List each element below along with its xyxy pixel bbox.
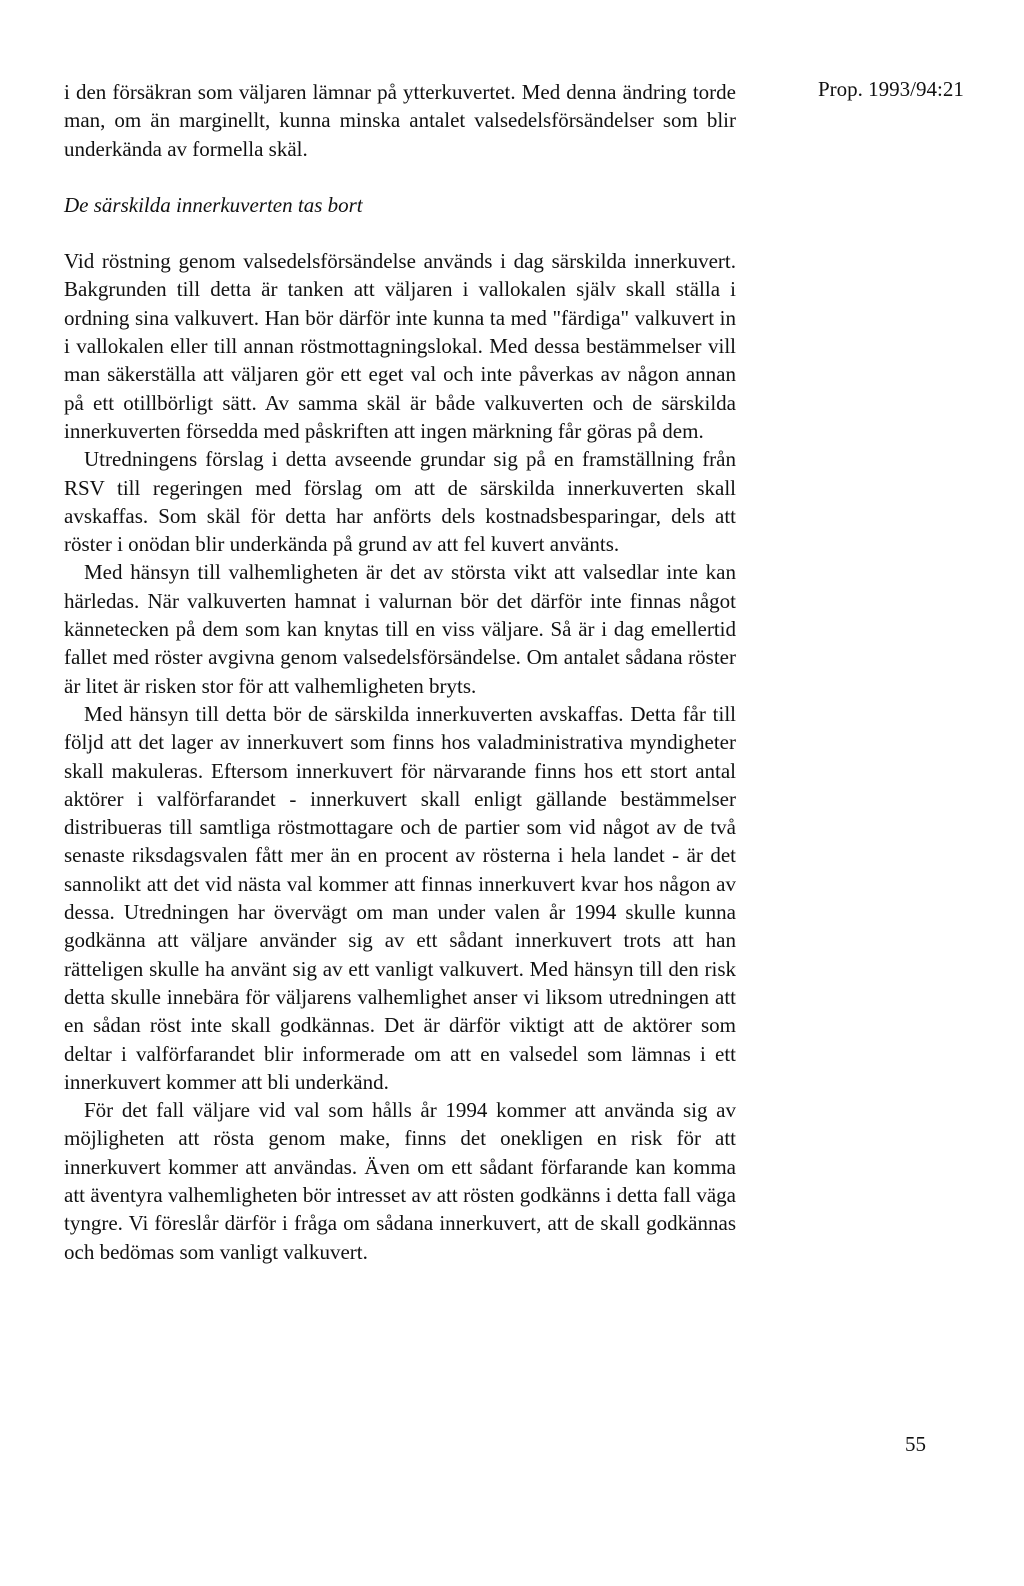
paragraph-1: Vid röstning genom valsedelsförsändelse används i dag särskilda innerkuvert. Bakgrunden till detta är tanken att väljaren i vallokalen själv skall ställa i ordning sina valkuvert. Han bör därför inte kunna ta med "färdiga" valkuvert in i vallokalen eller till annan röstmottagningslokal. Med dessa bestämmelser vill man säkerställa att väljaren gör ett eget val och inte påverkas av någon annan på ett otillbörligt sätt. Av samma skäl är både valkuverten och de särskilda innerkuverten försedda med påskriften att ingen märkning får göras på dem. <box>64 249 736 443</box>
paragraph-3: Med hänsyn till valhemligheten är det av största vikt att valsedlar inte kan härledas. När valkuverten hamnat i valurnan bör det därför inte finnas något kännetecken på dem som kan knytas till en viss väljare. Så är i dag emellertid fallet med röster avgivna genom valsedelsförsändelse. Om antalet sådana röster är litet är risken stor för att valhemligheten bryts. <box>64 560 736 698</box>
paragraph-2: Utredningens förslag i detta avseende grundar sig på en framställning från RSV till regeringen med förslag om att de särskilda innerkuverten skall avskaffas. Som skäl för detta har anförts dels kostnadsbesparingar, dels att röster i onödan blir underkända på grund av att fel kuvert använts. <box>64 447 736 557</box>
paragraph-4: Med hänsyn till detta bör de särskilda innerkuverten avskaffas. Detta får till följd att det lager av innerkuvert som finns hos valadministrativa myndigheter skall makuleras. Eftersom innerkuvert för närvarande finns hos ett stort antal aktörer i valförfarandet - innerkuvert skall enligt gällande bestämmelser distribueras till samtliga röstmottagare och de partier som vid något av de två senaste riksdagsvalen fått mer än en procent av rösterna i hela landet - är det sannolikt att det vid nästa val kommer att finnas innerkuvert kvar hos någon av dessa. Utredningen har övervägt om man under valen år 1994 skulle kunna godkänna att väljare använder sig av ett sådant innerkuvert trots att han rätteligen skulle ha använt sig av ett vanligt valkuvert. Med hänsyn till den risk detta skulle innebära för väljarens valhemlighet anser vi liksom utredningen att en sådan röst inte skall godkännas. Det är därför viktigt att de aktörer som deltar i valförfarandet blir informerade om att en valsedel som lämnas i ett innerkuvert kommer att bli underkänd. <box>64 701 736 1094</box>
text-column <box>64 78 736 1266</box>
proposition-reference: Prop. 1993/94:21 <box>818 77 964 101</box>
intro-paragraph: i den försäkran som väljaren lämnar på ytterkuvertet. Med denna ändring torde man, om än marginellt, kunna minska antalet valsedelsförsändelser som blir underkända av formella skäl. <box>64 80 736 161</box>
paragraph-5: För det fall väljare vid val som hålls år 1994 kommer att använda sig av möjligheten att rösta genom make, finns det onekligen en risk för att innerkuvert kommer att användas. Även om ett sådant förfarande kan komma att äventyra valhemligheten bör intresset av att rösten godkänns i detta fall väga tyngre. Vi föreslår därför i fråga om sådana innerkuvert, att de skall godkännas och bedömas som vanligt valkuvert. <box>64 1098 736 1264</box>
page-number: 55 <box>905 1432 926 1456</box>
section-heading: De särskilda innerkuverten tas bort <box>64 192 363 217</box>
